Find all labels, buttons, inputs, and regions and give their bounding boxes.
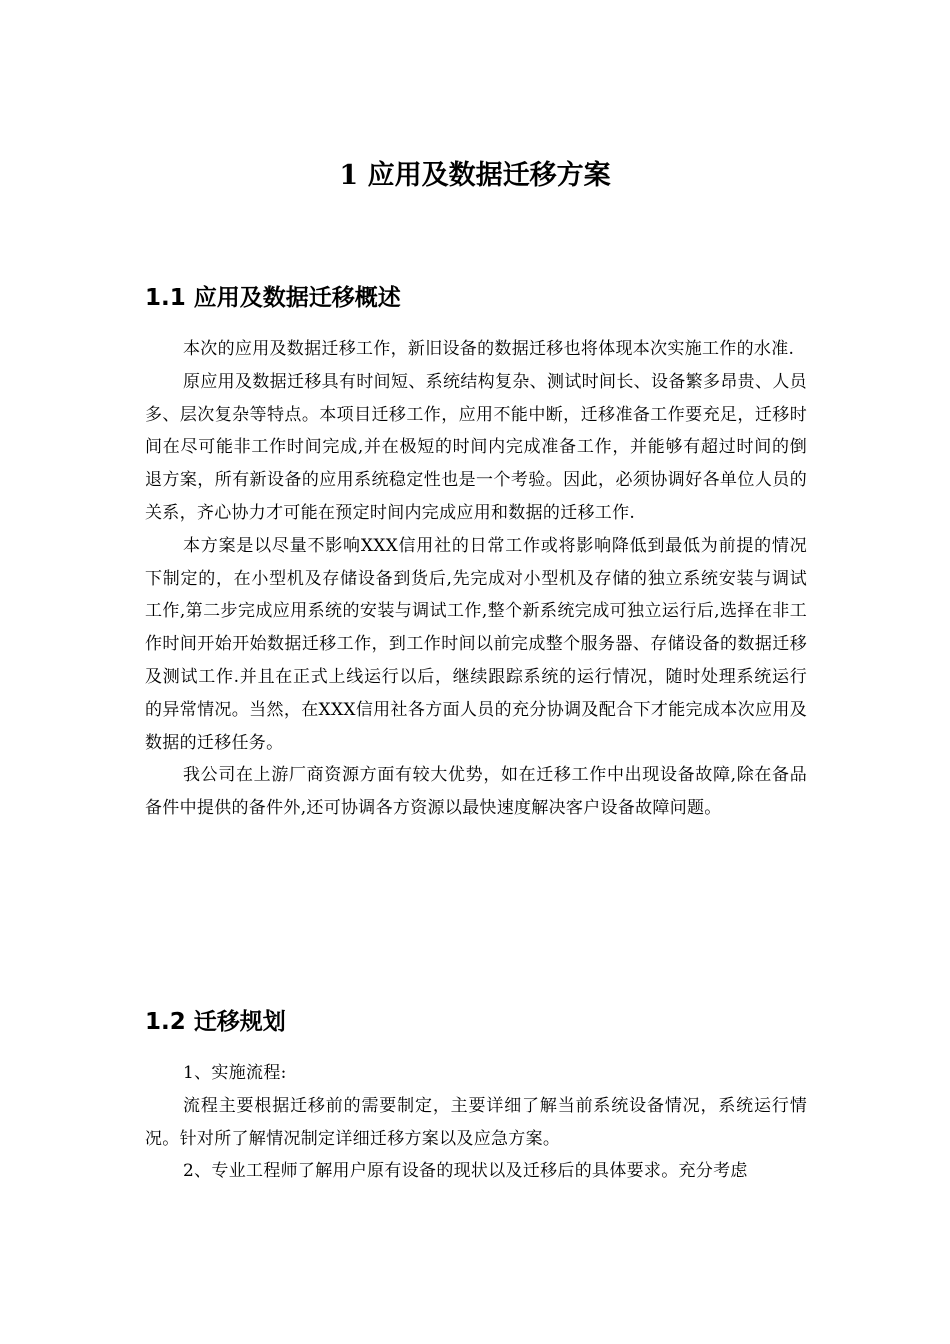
paragraph: 1、实施流程: xyxy=(183,1063,287,1083)
section-heading-1-1: 1.1 应用及数据迁移概述 xyxy=(145,285,401,311)
section-1-2-body xyxy=(145,1057,807,1188)
paragraph: 流程主要根据迁移前的需要制定，主要详细了解当前系统设备情况，系统运行情况。针对所了解情况制定详细迁移方案以及应急方案。 xyxy=(145,1095,807,1149)
chapter-title: 1 应用及数据迁移方案 xyxy=(339,160,611,191)
paragraph: 2、专业工程师了解用户原有设备的现状以及迁移后的具体要求。充分考虑 xyxy=(183,1161,748,1182)
paragraph: 我公司在上游厂商资源方面有较大优势，如在迁移工作中出现设备故障,除在备品备件中提供的备件外,还可协调各方资源以最快速度解决客户设备故障问题。 xyxy=(145,765,807,819)
paragraph: 本次的应用及数据迁移工作，新旧设备的数据迁移也将体现本次实施工作的水准. xyxy=(183,339,795,359)
section-heading-1-2: 1.2 迁移规划 xyxy=(145,1009,286,1035)
paragraph: 本方案是以尽量不影响XXX信用社的日常工作或将影响降低到最低为前提的情况下制定的，在小型机及存储设备到货后,先完成对小型机及存储的独立系统安装与调试工作,第二步完成应用系统的安装与调试工作,整个新系统完成可独立运行后,选择在非工作时间开始开始数据迁移工作，到工作时间以前完成整个服务器、存储设备的数据迁移及测试工作.并且在正式上线运行以后，继续跟踪系统的运行情况，随时处理系统运行的异常情况。当然，在XXX信用社各方面人员的充分协调及配合下才能完成本次应用及数据的迁移任务。 xyxy=(145,535,807,753)
paragraph: 原应用及数据迁移具有时间短、系统结构复杂、测试时间长、设备繁多昂贵、人员多、层次复杂等特点。本项目迁移工作，应用不能中断，迁移准备工作要充足，迁移时间在尽可能非工作时间完成,并在极短的时间内完成准备工作，并能够有超过时间的倒退方案，所有新设备的应用系统稳定性也是一个考验。因此，必须协调好各单位人员的关系，齐心协力才可能在预定时间内完成应用和数据的迁移工作. xyxy=(145,371,807,523)
section-1-1-body xyxy=(145,333,807,825)
